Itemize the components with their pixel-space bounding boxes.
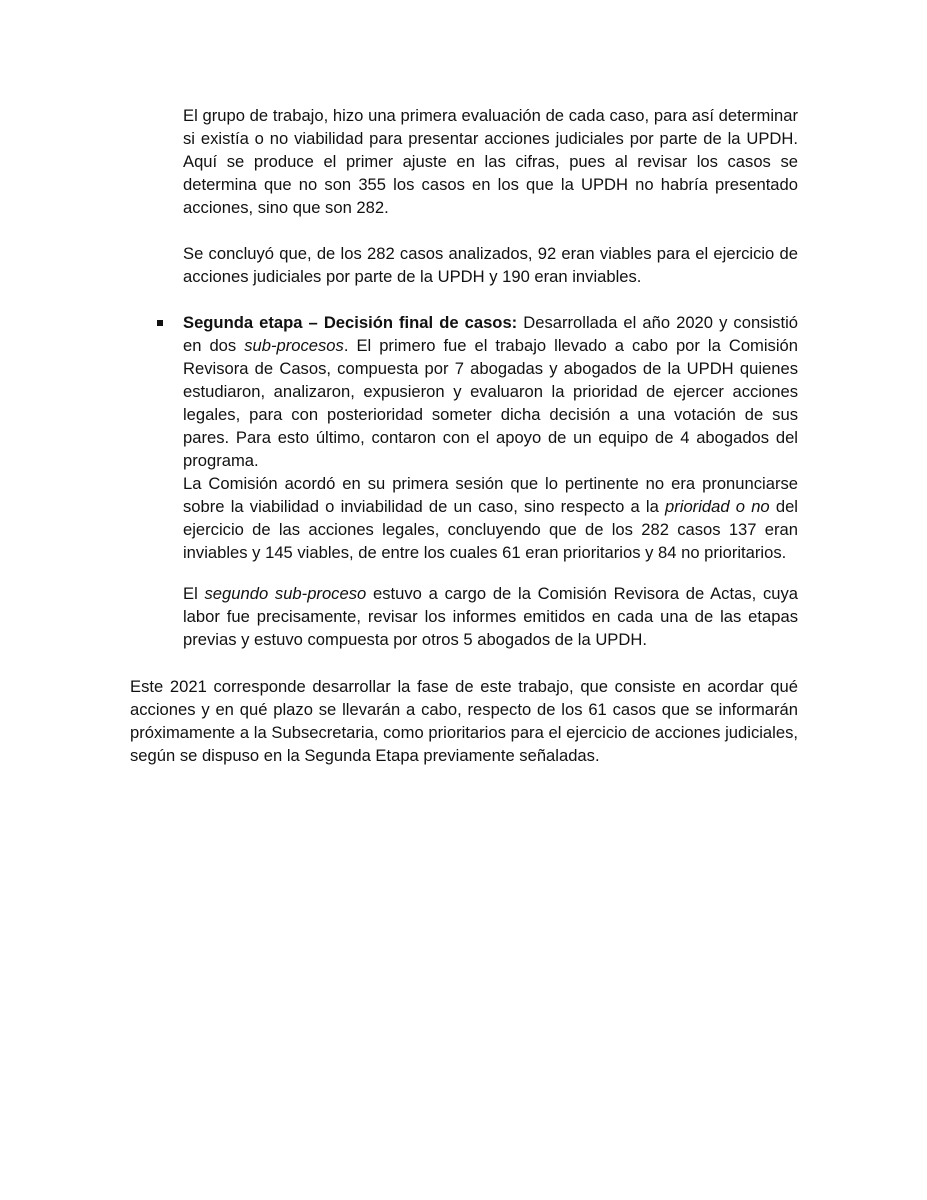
bullet-second-stage (183, 311, 798, 472)
paragraph-2021: Este 2021 corresponde desarrollar la fase de este trabajo, que consiste en acordar qué acciones y en qué plazo se llevarán a cabo, respecto de los 61 casos que se informarán próximamente a la Subsecretaria, como prioritarios para el ejercicio de acciones judiciales, según se dispuso en la Segunda Etapa previamente señaladas. (130, 677, 798, 765)
para4-italic: prioridad o no (665, 497, 770, 516)
paragraph-commission (183, 472, 798, 564)
bullet-text-b: . El primero fue el trabajo llevado a cabo por la Comisión Revisora de Casos, compuesta por 7 abogadas y abogados de la UPDH quienes estudiaron, analizaron, expusieron y evaluaron la prioridad de ejercer acciones legales, para con posterioridad someter dicha decisión a una votación de sus pares. Para esto último, contaron con el apoyo de un equipo de 4 abogados del programa. (183, 336, 799, 470)
para5-italic: segundo sub-proceso (204, 584, 367, 603)
paragraph-conclusion: Se concluyó que, de los 282 casos analizados, 92 eran viables para el ejercicio de acciones judiciales por parte de la UPDH y 190 eran inviables. (183, 244, 798, 286)
para5-text-b: estuvo a cargo de la Comisión Revisora de Actas, cuya labor fue precisamente, revisar los informes emitidos en cada una de las etapas previas y estuvo compuesta por otros 5 abogados de la UPDH. (183, 584, 798, 649)
paragraph-second-subprocess (183, 582, 798, 651)
para5-text-a: El (183, 584, 205, 603)
paragraph-evaluation: El grupo de trabajo, hizo una primera evaluación de cada caso, para así determinar si existía o no viabilidad para presentar acciones judiciales por parte de la UPDH. Aquí se produce el primer ajuste en las cifras, pues al revisar los casos se determina que no son 355 los casos en los que la UPDH no habría presentado acciones, sino que son 282. (183, 106, 798, 217)
para4-text-b: del ejercicio de las acciones legales, concluyendo que de los 282 casos 137 eran inviables y 145 viables, de entre los cuales 61 eran prioritarios y 84 no prioritarios. (183, 497, 798, 562)
bullet-italic: sub-procesos (244, 336, 344, 355)
para4-text-a: La Comisión acordó en su primera sesión que lo pertinente no era pronunciarse sobre la viabilidad o inviabilidad de un caso, sino respecto a la (183, 474, 798, 516)
bullet-heading: Segunda etapa – Decisión final de casos: (183, 313, 518, 332)
bullet-marker (157, 320, 163, 326)
bullet-text-a: Desarrollada el año 2020 y consistió en dos (183, 313, 798, 355)
